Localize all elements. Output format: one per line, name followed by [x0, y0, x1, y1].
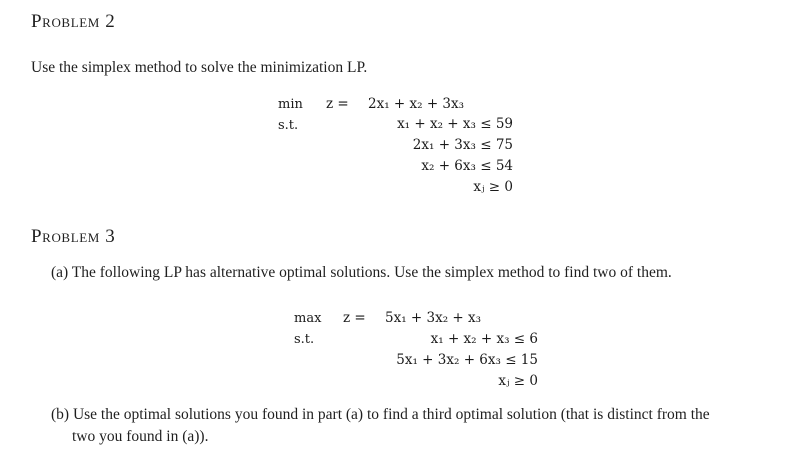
problem-2-heading: Problem 2 [31, 11, 116, 32]
lp-z-label: z = [326, 96, 349, 112]
lp-constraint: xⱼ ≥ 0 [473, 179, 513, 195]
lp-objective: 2x₁ + x₂ + 3x₃ [368, 96, 465, 112]
lp-constraint: x₁ + x₂ + x₃ ≤ 59 [397, 116, 513, 132]
problem-3-heading: Problem 3 [31, 226, 116, 247]
lp-z-label: z = [343, 310, 366, 326]
problem-3-part-a: (a) The following LP has alternative optimal solutions. Use the simplex method to find two of them. [51, 264, 672, 281]
lp-st-label: s.t. [278, 118, 299, 133]
lp-constraint: 2x₁ + 3x₃ ≤ 75 [412, 137, 513, 153]
lp-sense: max [294, 311, 322, 326]
lp-constraint: 5x₁ + 3x₂ + 6x₃ ≤ 15 [396, 352, 538, 368]
problem-3-part-b-line-2: two you found in (a)). [72, 428, 209, 445]
problem-3-part-b-line-1: (b) Use the optimal solutions you found in part (a) to find a third optimal solution (that is distinct from the [51, 406, 710, 423]
lp-constraint: x₂ + 6x₃ ≤ 54 [421, 158, 513, 174]
problem-2-prompt: Use the simplex method to solve the minimization LP. [31, 59, 368, 76]
lp-objective: 5x₁ + 3x₂ + x₃ [385, 310, 482, 326]
lp-constraint: xⱼ ≥ 0 [498, 373, 538, 389]
lp-sense: min [278, 97, 303, 112]
lp-st-label: s.t. [294, 332, 315, 347]
lp-constraint: x₁ + x₂ + x₃ ≤ 6 [430, 331, 538, 347]
